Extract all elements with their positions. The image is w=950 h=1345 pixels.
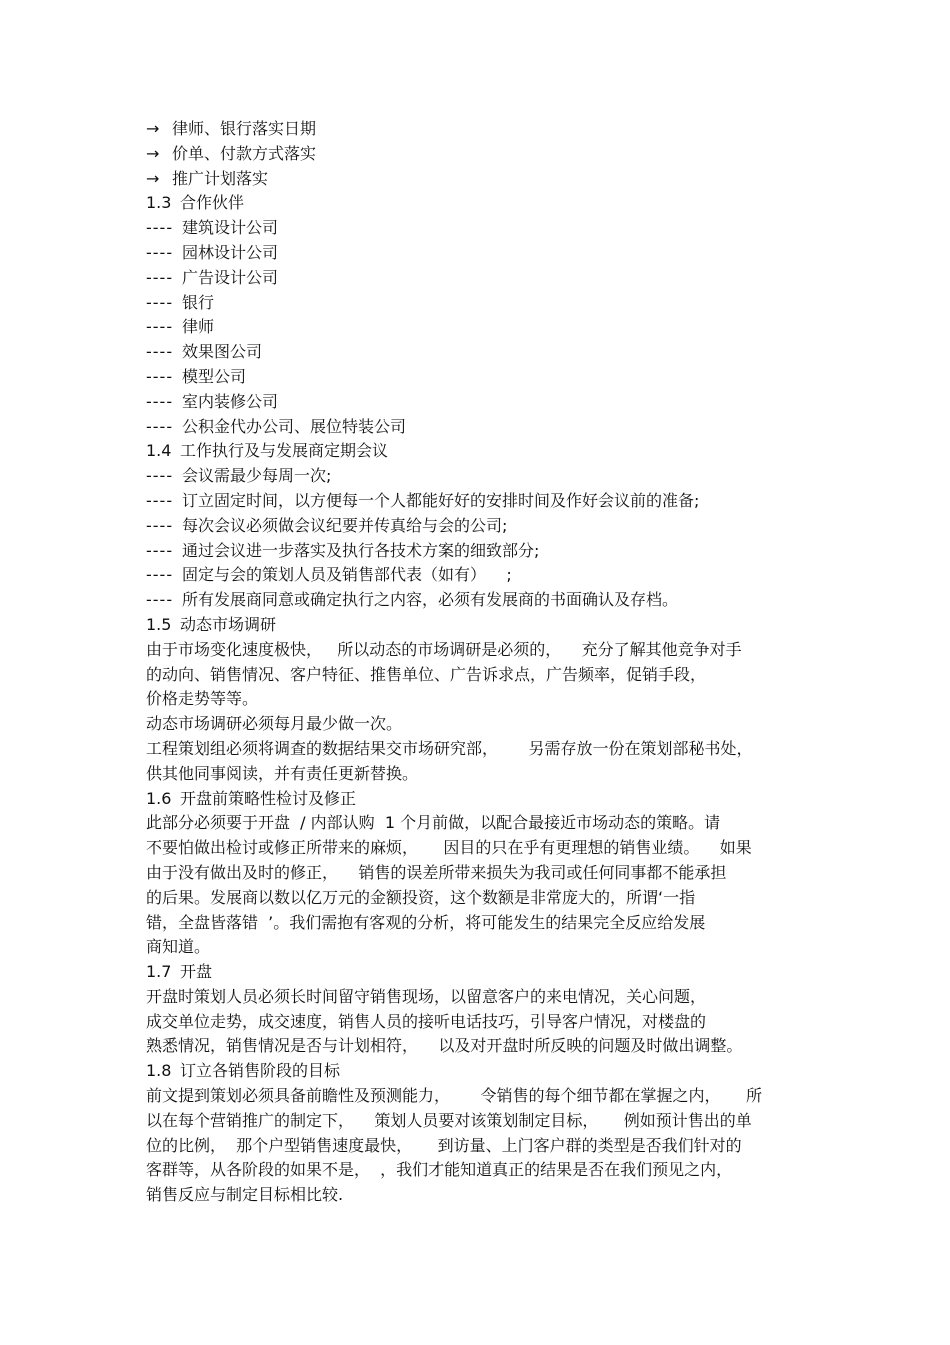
paragraph-line: 成交单位走势，成交速度，销售人员的接听电话技巧，引导客户情况，对楼盘的 — [146, 1011, 707, 1031]
dash-list-item — [146, 340, 826, 365]
list-item-text: 订立固定时间，以方便每一个人都能好好的安排时间及作好会议前的准备; — [182, 490, 700, 510]
arrow-icon: → — [146, 168, 160, 188]
list-item-text: 律师、银行落实日期 — [172, 119, 317, 138]
list-item-text: 效果图公司 — [182, 342, 263, 362]
section-number: 1.6 — [146, 788, 172, 808]
paragraph-line: 商知道。 — [146, 937, 211, 957]
arrow-list-item — [146, 167, 826, 192]
arrow-icon: → — [146, 119, 160, 138]
list-item-text: 会议需最少每周一次; — [182, 466, 332, 486]
paragraph-line: 的动向、销售情况、客户特征、推售单位、广告诉求点，广告频率，促销手段， — [146, 664, 707, 684]
dash-marker: ---- — [146, 391, 174, 411]
list-item-text: 价单、付款方式落实 — [172, 143, 317, 163]
list-item-text: 律师 — [182, 317, 215, 337]
dash-list-item — [146, 291, 826, 316]
section-title: 订立各销售阶段的目标 — [180, 1061, 341, 1081]
paragraph-line: 由于没有做出及时的修正， 销售的误差所带来损失为我司或任何同事都不能承担 — [146, 862, 727, 882]
list-item-text: 银行 — [182, 292, 215, 312]
dash-marker: ---- — [146, 565, 174, 585]
paragraph-line: 价格走势等等。 — [146, 689, 259, 709]
list-item-text: 模型公司 — [182, 366, 247, 386]
paragraph-line: 工程策划组必须将调查的数据结果交市场研究部， 另需存放一份在策划部秘书处， — [146, 738, 753, 758]
list-item-text: 室内装修公司 — [182, 391, 279, 411]
arrow-icon: → — [146, 143, 160, 163]
paragraph-line: 位的比例， 那个户型销售速度最快， 到访量、上门客户群的类型是否我们针对的 — [146, 1135, 742, 1155]
dash-marker: ---- — [146, 342, 174, 362]
list-item-text: 广告设计公司 — [182, 267, 279, 287]
paragraph-line: 由于市场变化速度极快， 所以动态的市场调研是必须的， 充分了解其他竞争对手 — [146, 639, 742, 659]
dash-list-item — [146, 464, 826, 489]
paragraph-line: 以在每个营销推广的制定下， 策划人员要对该策划制定目标， 例如预计售出的单 — [146, 1110, 752, 1130]
list-item-text: 推广计划落实 — [172, 168, 269, 188]
list-item-text: 园林设计公司 — [182, 242, 279, 262]
dash-marker: ---- — [146, 242, 174, 262]
paragraph-line: 错，全盘皆落错 ’。我们需抱有客观的分析，将可能发生的结果完全反应给发展 — [146, 912, 706, 932]
dash-list-item — [146, 415, 826, 440]
list-item-text: 建筑设计公司 — [182, 218, 279, 238]
list-item-text: 公积金代办公司、展位特装公司 — [182, 416, 407, 436]
dash-list-item — [146, 390, 826, 415]
dash-list-item — [146, 241, 826, 266]
dash-list-item — [146, 315, 826, 340]
arrow-list-item — [146, 117, 826, 142]
section-number: 1.3 — [146, 193, 172, 213]
dash-list-item — [146, 365, 826, 390]
dash-marker: ---- — [146, 466, 174, 486]
dash-list-item — [146, 514, 826, 539]
section-title: 工作执行及与发展商定期会议 — [180, 441, 389, 461]
section-title: 开盘 — [180, 962, 213, 982]
paragraph-line: 销售反应与制定目标相比较. — [146, 1185, 344, 1205]
paragraph-line: 供其他同事阅读，并有责任更新替换。 — [146, 763, 419, 783]
list-item-text: 固定与会的策划人员及销售部代表（如有） ; — [182, 565, 512, 585]
section-title: 开盘前策略性检讨及修正 — [180, 788, 357, 808]
dash-marker: ---- — [146, 267, 174, 287]
list-item-text: 所有发展商同意或确定执行之内容，必须有发展商的书面确认及存档。 — [182, 590, 679, 610]
section-heading-1-4 — [146, 439, 826, 464]
paragraph-line: 不要怕做出检讨或修正所带来的麻烦， 因目的只在乎有更理想的销售业绩。 如果 — [146, 838, 752, 858]
paragraph-line: 熟悉情况，销售情况是否与计划相符， 以及对开盘时所反映的问题及时做出调整。 — [146, 1036, 743, 1056]
dash-list-item — [146, 588, 826, 613]
dash-marker: ---- — [146, 490, 174, 510]
dash-marker: ---- — [146, 540, 174, 560]
dash-list-item — [146, 216, 826, 241]
dash-marker: ---- — [146, 292, 174, 312]
dash-marker: ---- — [146, 416, 174, 436]
section-number: 1.5 — [146, 614, 172, 634]
paragraph-line: 前文提到策划必须具备前瞻性及预测能力， 令销售的每个细节都在掌握之内， 所 — [146, 1086, 762, 1106]
section-number: 1.8 — [146, 1061, 172, 1081]
section-heading-1-7 — [146, 960, 826, 985]
list-item-text: 通过会议进一步落实及执行各技术方案的细致部分; — [182, 540, 540, 560]
dash-marker: ---- — [146, 366, 174, 386]
dash-list-item — [146, 489, 826, 514]
section-title: 合作伙伴 — [180, 193, 245, 213]
dash-marker: ---- — [146, 317, 174, 337]
paragraph-line: 开盘时策划人员必须长时间留守销售现场，以留意客户的来电情况，关心问题， — [146, 986, 707, 1006]
dash-marker: ---- — [146, 590, 174, 610]
section-number: 1.7 — [146, 962, 172, 982]
dash-list-item — [146, 266, 826, 291]
paragraph-line: 的后果。发展商以数以亿万元的金额投资，这个数额是非常庞大的，所谓‘一指 — [146, 887, 696, 907]
paragraph-line: 动态市场调研必须每月最少做一次。 — [146, 714, 403, 734]
section-heading-1-6 — [146, 787, 826, 812]
paragraph-line: 客群等，从各阶段的如果不是， ，我们才能知道真正的结果是否在我们预见之内， — [146, 1160, 733, 1180]
list-item-text: 每次会议必须做会议纪要并传真给与会的公司; — [182, 515, 508, 535]
section-heading-1-5 — [146, 613, 826, 638]
dash-marker: ---- — [146, 218, 174, 238]
section-heading-1-8 — [146, 1059, 826, 1084]
document-page — [146, 117, 826, 1208]
section-title: 动态市场调研 — [180, 614, 277, 634]
dash-list-item — [146, 563, 826, 588]
dash-marker: ---- — [146, 515, 174, 535]
section-number: 1.4 — [146, 441, 172, 461]
paragraph-line: 此部分必须要于开盘 / 内部认购 1 个月前做，以配合最接近市场动态的策略。请 — [146, 813, 721, 833]
arrow-list-item — [146, 142, 826, 167]
section-heading-1-3 — [146, 191, 826, 216]
dash-list-item — [146, 539, 826, 564]
